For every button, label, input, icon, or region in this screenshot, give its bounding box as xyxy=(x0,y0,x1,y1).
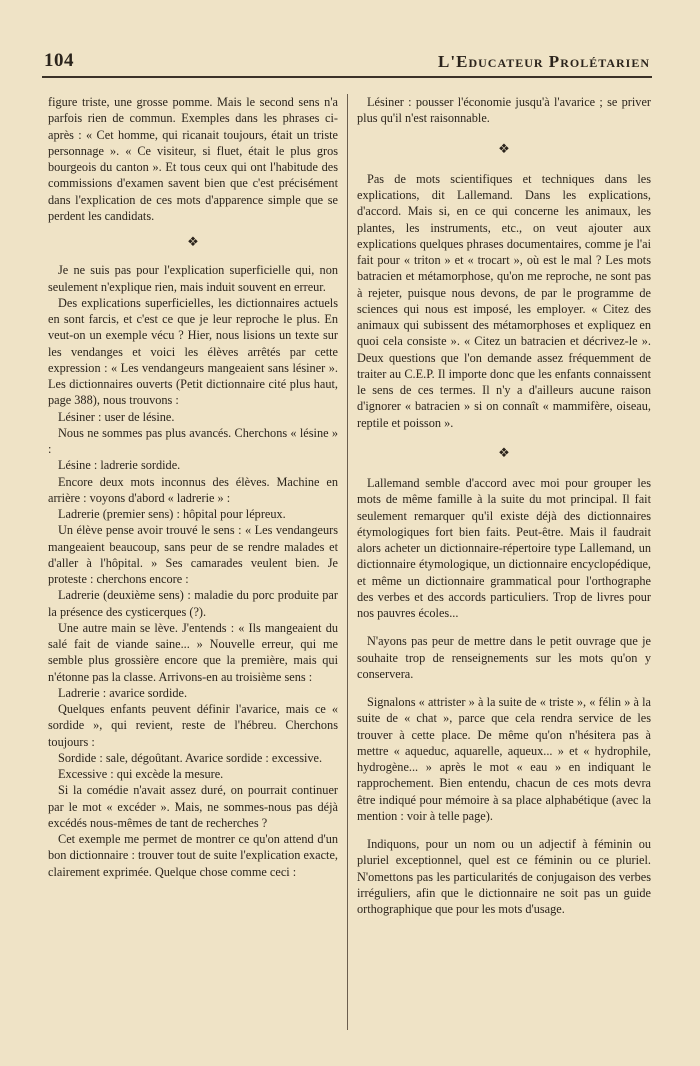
paragraph: figure triste, une grosse pomme. Mais le second sens n'a parfois rien de commun. Exemples dans les phrases ci-après : « Cet homme, qui ricanait toujours, était un triste personnage ». « Ce visiteur, si fluet, était le plus gros bourgeois du canton ». Et tous ceux qui ont l'habitude des commissions d'examen savent bien que c'est précisément dans l'explication de ces mots d'apparence simple que se perdent les candidats. xyxy=(48,95,338,223)
paragraph: Lésine : ladrerie sordide. xyxy=(58,458,181,473)
paragraph: Lésiner : pousser l'économie jusqu'à l'avarice ; se priver plus qu'il n'est raisonnable. xyxy=(357,95,651,126)
paragraph: Si la comédie n'avait assez duré, on pourrait continuer par le mot « excéder ». Mais, ne sommes-nous pas déjà excédés nous-mêmes de tant de recherches ? xyxy=(48,783,338,830)
paragraph: Une autre main se lève. J'entends : « Ils mangeaient du salé fait de viande saine... » Nouvelle erreur, qui me semble plus grossière encore que la première, mais qui n'étonne pas la classe. Arrivons-en au troisième sens : xyxy=(48,620,338,684)
paragraph: Des explications superficielles, les dictionnaires actuels en sont farcis, et c'est ce que je leur reproche le plus. En veut-on un exemple vécu ? Hier, nous lisions un texte sur les vendanges et voici les élèves arrêtés par cette expression : « Les vendangeurs mangeaient sans lésiner ». Les dictionnaires ouverts (Petit dictionnaire cité plus haut, page 388), nous trouvons : xyxy=(48,295,338,408)
ornament-icon: ❖ xyxy=(498,140,510,156)
header-rule xyxy=(42,76,652,78)
ornament-icon: ❖ xyxy=(187,234,199,249)
paragraph: Ladrerie (deuxième sens) : maladie du porc produite par la présence des cysticerques (?). xyxy=(48,588,338,619)
ornament-icon: ❖ xyxy=(498,444,510,460)
paragraph: Lésiner : user de lésine. xyxy=(58,409,175,424)
paragraph: Lallemand semble d'accord avec moi pour grouper les mots de même famille à la suite du mot principal. Il fait seulement remarquer qu'il existe déjà des dictionnaires étymologiques fort bien faits. Peut-être. Mais il faudrait alors acheter un dictionnaire-répertoire type Lallemand, un dictionnaire étymologique, un dictionnaire encyclopédique, et même un dictionnaire grammatical pour l'orthographe des verbes et des accords particuliers. Trop de livres pour nos pauvres écoles... xyxy=(357,476,651,620)
journal-title: L'Educateur Prolétarien xyxy=(438,52,650,71)
column-divider xyxy=(347,94,348,1030)
paragraph: Nous ne sommes pas plus avancés. Cherchons « lésine » : xyxy=(48,425,338,456)
paragraph: Ladrerie : avarice sordide. xyxy=(58,685,188,700)
paragraph: Quelques enfants peuvent définir l'avarice, mais ce « sordide », qui revient, reste de l'hébreu. Cherchons toujours : xyxy=(48,702,338,749)
left-column xyxy=(48,94,338,880)
paragraph: Cet exemple me permet de montrer ce qu'on attend d'un bon dictionnaire : trouver tout de suite l'explication exacte, clairement exprimée. Quelque chose comme ceci : xyxy=(48,832,338,879)
paragraph: Indiquons, pour un nom ou un adjectif à féminin ou pluriel exceptionnel, quel est ce féminin ou ce pluriel. N'omettons pas les particularités de conjugaison des verbes irréguliers, afin que le dictionnaire ne soit pas un guide orthographique que pour les mots d'usage. xyxy=(357,837,651,916)
paragraph: Ladrerie (premier sens) : hôpital pour lépreux. xyxy=(58,507,286,521)
page-number: 104 xyxy=(44,50,74,71)
paragraph: Je ne suis pas pour l'explication superficielle qui, non seulement n'explique rien, mais induit souvent en erreur. xyxy=(48,263,338,294)
paragraph: Pas de mots scientifiques et techniques dans les explications, dit Lallemand. Dans les explications, d'accord. Mais si, en ce qui concerne les animaux, les plantes, les instruments, etc., on veut ajouter aux explications quelques phrases documentaires, comme je l'ai fait pour « triton » et « trocart », où est le mal ? Les mots batracien et métamorphose, qu'on me reproche, ne sont pas à rejeter, puisque nous devons, de par le programme de sciences qui nous est imposé, les employer. « Citez des animaux qui subissent des métamorphoses et expliquez en quoi cela consiste ». « Citez un batracien et décrivez-le ». Deux questions que l'on demande assez fréquemment de traiter au C.E.P. Il importe donc que les enfants connaissent le sens de ces termes. Il n'y a d'ailleurs aucune raison d'ignorer « batracien » si on connaît « mammifère, oiseau, reptile et poisson ». xyxy=(357,171,651,430)
paragraph: Sordide : sale, dégoûtant. Avarice sordide : excessive. xyxy=(58,750,323,765)
paragraph: Signalons « attrister » à la suite de « triste », « félin » à la suite de « chat », parce que cela rendra service de les trouver à cette place. De même qu'on n'hésitera pas à mettre « aqueduc, aquarelle, aqueux... » et « hydrophile, hydrogène... » après le mot « eau » en indiquant le rapprochement. Bien entendu, chacun de ces mots devra être indiqué pour mémoire à sa place alphabétique (avec la mention : voir à telle page). xyxy=(357,695,651,823)
page-header xyxy=(44,50,650,74)
paragraph: Excessive : qui excède la mesure. xyxy=(58,767,224,781)
paragraph: Un élève pense avoir trouvé le sens : « Les vendangeurs mangeaient beaucoup, sans peur de se rendre malades et d'aller à l'hôpital. » Ses camarades veulent bien. Je proteste : cherchons encore : xyxy=(48,523,338,586)
paragraph: N'ayons pas peur de mettre dans le petit ouvrage que je souhaite trop de renseignements sur les mots qu'on y conservera. xyxy=(357,634,651,681)
right-column xyxy=(357,94,651,917)
paragraph: Encore deux mots inconnus des élèves. Machine en arrière : voyons d'abord « ladrerie » : xyxy=(48,474,338,505)
